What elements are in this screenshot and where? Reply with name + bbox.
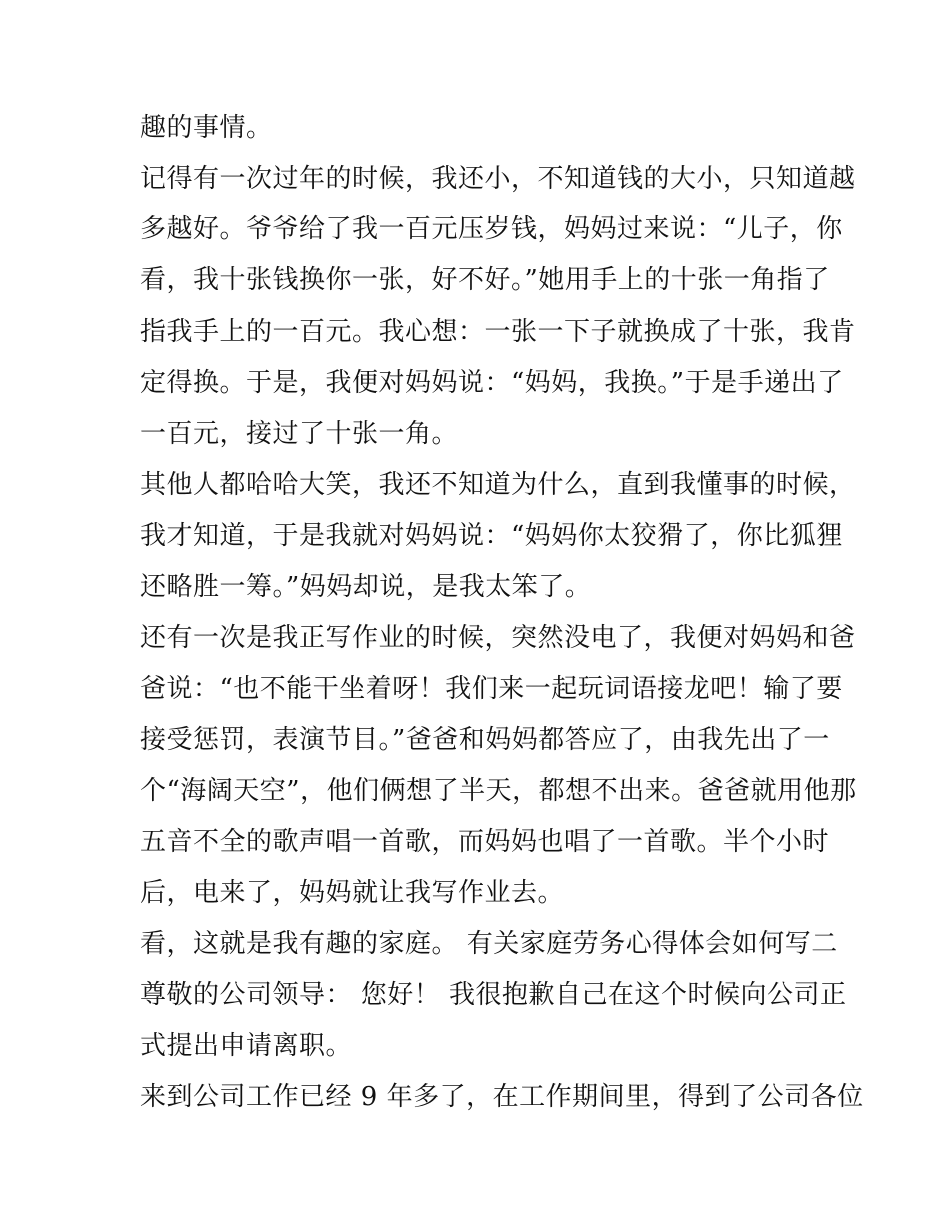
text-line: 五音不全的歌声唱一首歌，而妈妈也唱了一首歌。半个小时 [140,827,830,857]
text-line: 趣的事情。 [140,113,273,143]
text-line: 多越好。爷爷给了我一百元压岁钱，妈妈过来说：“儿子，你 [140,214,843,244]
text-line: 来到公司工作已经 9 年多了，在工作期间里，得到了公司各位 [140,1082,864,1112]
text-line: 还有一次是我正写作业的时候，突然没电了，我便对妈妈和爸 [140,623,856,653]
text-line: 式提出申请离职。 [140,1031,353,1061]
text-line: 指我手上的一百元。我心想：一张一下子就换成了十张，我肯 [140,317,856,347]
text-line: 我才知道，于是我就对妈妈说：“妈妈你太狡猾了，你比狐狸 [140,521,843,551]
text-line: 其他人都哈哈大笑，我还不知道为什么，直到我懂事的时候， [140,470,856,500]
text-line: 尊敬的公司领导： 您好！ 我很抱歉自己在这个时候向公司正 [140,980,847,1010]
text-line: 后，电来了，妈妈就让我写作业去。 [140,878,565,908]
text-line: 记得有一次过年的时候，我还小，不知道钱的大小，只知道越 [140,164,856,194]
text-line: 一百元，接过了十张一角。 [140,419,459,449]
text-line: 定得换。于是，我便对妈妈说：“妈妈，我换。”于是手递出了 [140,368,844,398]
text-line: 接受惩罚，表演节目。”爸爸和妈妈都答应了，由我先出了一 [140,725,830,755]
text-line: 看，我十张钱换你一张，好不好。”她用手上的十张一角指了 [140,265,830,295]
text-line: 还略胜一筹。”妈妈却说，是我太笨了。 [140,572,592,602]
text-line: 爸说：“也不能干坐着呀！我们来一起玩词语接龙吧！输了要 [140,674,843,704]
text-line: 看，这就是我有趣的家庭。 有关家庭劳务心得体会如何写二 [140,929,838,959]
text-line: 个“海阔天空”，他们俩想了半天，都想不出来。爸爸就用他那 [140,776,857,806]
